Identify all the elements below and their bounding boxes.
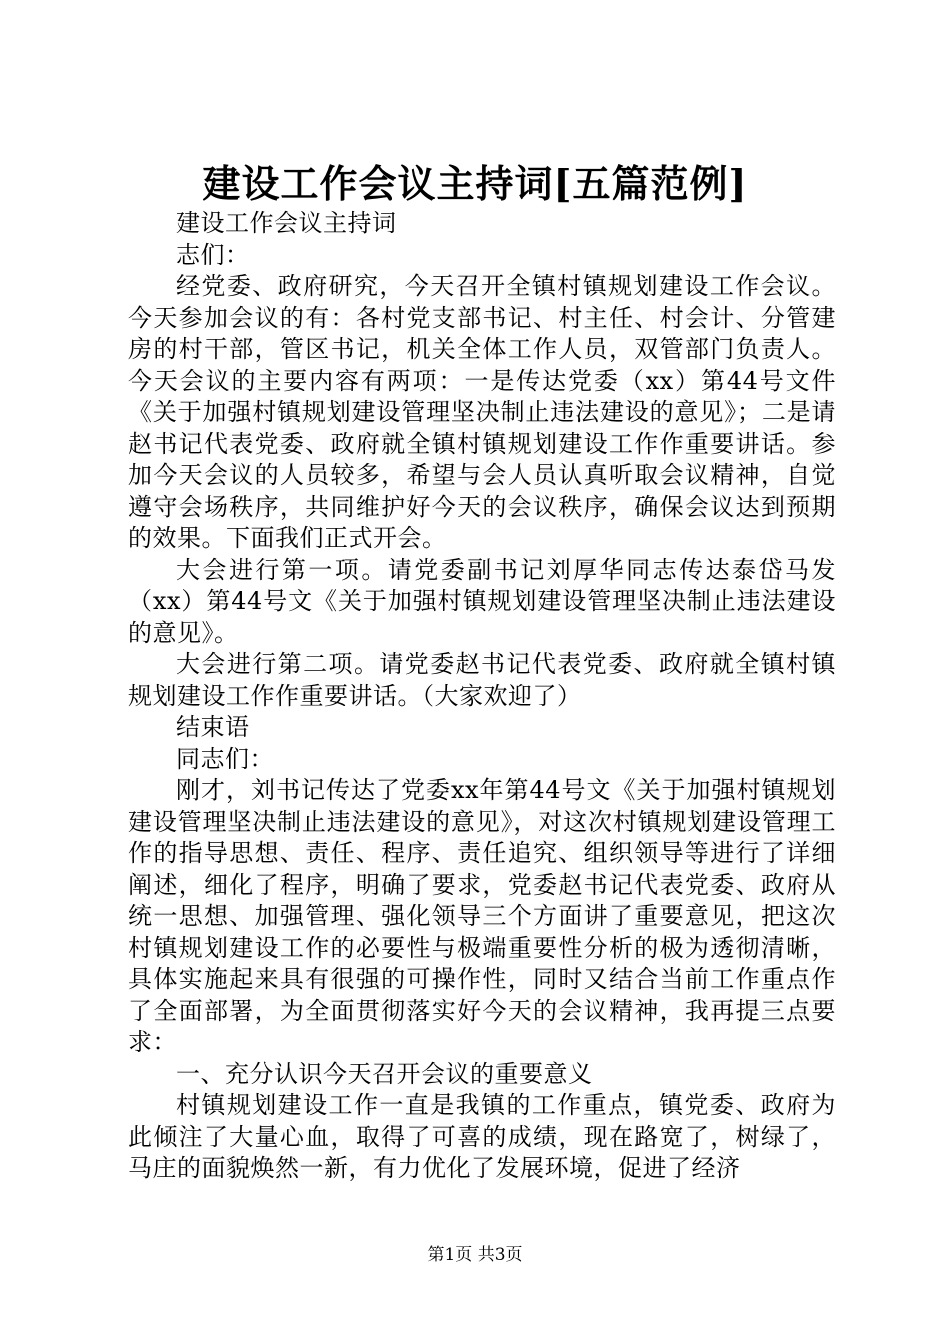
paragraph-item-one: 大会进行第一项。请党委副书记刘厚华同志传达泰岱马发（xx）第44号文《关于加强村镇规划建设管理坚决制止违法建设的意见》。 (128, 555, 836, 647)
paragraph-subtitle: 建设工作会议主持词 (176, 209, 397, 237)
document-title: 建设工作会议主持词[五篇范例] (202, 161, 748, 206)
page-number: 第1页 共3页 (427, 1245, 523, 1265)
document-body (128, 208, 836, 1185)
paragraph-salutation: 志们： (176, 240, 250, 269)
paragraph-opening: 经党委、政府研究，今天召开全镇村镇规划建设工作会议。今天参加会议的有：各村党支部书记、村主任、村会计、分管建房的村干部，管区书记，机关全体工作人员，双管部门负责人。今天会议的主要内容有两项：一是传达党委（xx）第44号文件《关于加强村镇规划建设管理坚决制止违法建设的意见》；二是请赵书记代表党委、政府就全镇村镇规划建设工作作重要讲话。参加今天会议的人员较多，希望与会人员认真听取会议精神，自觉遵守会场秩序，共同维护好今天的会议秩序，确保会议达到预期的效果。下面我们正式开会。 (128, 272, 836, 552)
paragraph-closing-salutation: 同志们： (176, 744, 274, 773)
paragraph-item-two: 大会进行第二项。请党委赵书记代表党委、政府就全镇村镇规划建设工作作重要讲话。（大家欢迎了） (128, 650, 836, 710)
paragraph-section-heading: 一、充分认识今天召开会议的重要意义 (176, 1059, 593, 1088)
paragraph-closing-heading: 结束语 (176, 713, 250, 741)
paragraph-section-body: 村镇规划建设工作一直是我镇的工作重点，镇党委、政府为此倾注了大量心血，取得了可喜的成绩，现在路宽了，树绿了，马庄的面貌焕然一新，有力优化了发展环境，促进了经济 (128, 1091, 836, 1182)
paragraph-closing-summary: 刚才，刘书记传达了党委xx年第44号文《关于加强村镇规划建设管理坚决制止违法建设的意见》，对这次村镇规划建设管理工作的指导思想、责任、程序、责任追究、组织领导等进行了详细阐述，细化了程序，明确了要求，党委赵书记代表党委、政府从统一思想、加强管理、强化领导三个方面讲了重要意见，把这次村镇规划建设工作的必要性与极端重要性分析的极为透彻清晰，具体实施起来具有很强的可操作性，同时又结合当前工作重点作了全面部署，为全面贯彻落实好今天的会议精神，我再提三点要求： (128, 776, 836, 1056)
